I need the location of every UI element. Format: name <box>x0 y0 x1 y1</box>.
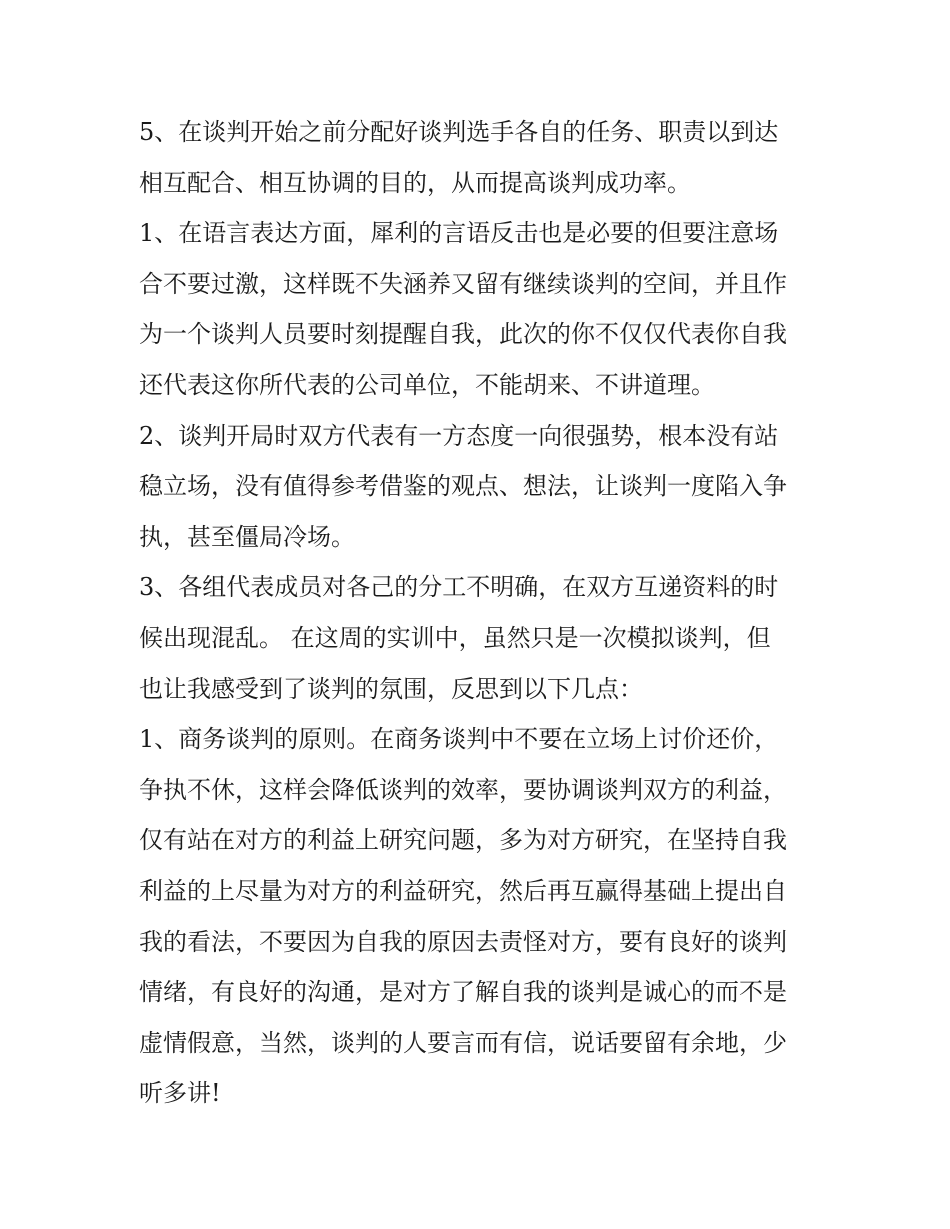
text-line: 听多讲! <box>139 1079 221 1108</box>
text-line: 3、各组代表成员对各己的分工不明确，在双方互递资料的时 <box>139 573 779 602</box>
text-line: 2、谈判开局时双方代表有一方态度一向很强势，根本没有站 <box>139 421 779 450</box>
text-line: 执，甚至僵局冷场。 <box>139 522 355 551</box>
text-line: 虚情假意，当然，谈判的人要言而有信，说话要留有余地，少 <box>139 1028 787 1057</box>
text-line: 为一个谈判人员要时刻提醒自我，此次的你不仅仅代表你自我 <box>139 320 787 349</box>
document-body <box>139 107 829 1119</box>
text-line: 情绪，有良好的沟通，是对方了解自我的谈判是诚心的而不是 <box>139 978 787 1007</box>
text-line: 也让我感受到了谈判的氛围，反思到以下几点： <box>139 674 643 703</box>
text-line: 我的看法，不要因为自我的原因去责怪对方，要有良好的谈判 <box>139 927 787 956</box>
text-line: 相互配合、相互协调的目的，从而提高谈判成功率。 <box>139 168 691 197</box>
text-line: 候出现混乱。 在这周的实训中，虽然只是一次模拟谈判，但 <box>139 623 771 652</box>
text-line: 还代表这你所代表的公司单位，不能胡来、不讲道理。 <box>139 370 715 399</box>
text-line: 合不要过激，这样既不失涵养又留有继续谈判的空间，并且作 <box>139 269 787 298</box>
text-line: 争执不休，这样会降低谈判的效率，要协调谈判双方的利益， <box>139 775 787 804</box>
text-line: 1、商务谈判的原则。在商务谈判中不要在立场上讨价还价， <box>139 725 779 754</box>
text-line: 稳立场，没有值得参考借鉴的观点、想法，让谈判一度陷入争 <box>139 472 787 501</box>
text-line: 利益的上尽量为对方的利益研究，然后再互赢得基础上提出自 <box>139 876 787 905</box>
text-line: 5、在谈判开始之前分配好谈判选手各自的任务、职责以到达 <box>139 118 779 146</box>
text-line: 仅有站在对方的利益上研究问题，多为对方研究，在坚持自我 <box>139 826 787 855</box>
text-line: 1、在语言表达方面，犀利的言语反击也是必要的但要注意场 <box>139 219 779 248</box>
